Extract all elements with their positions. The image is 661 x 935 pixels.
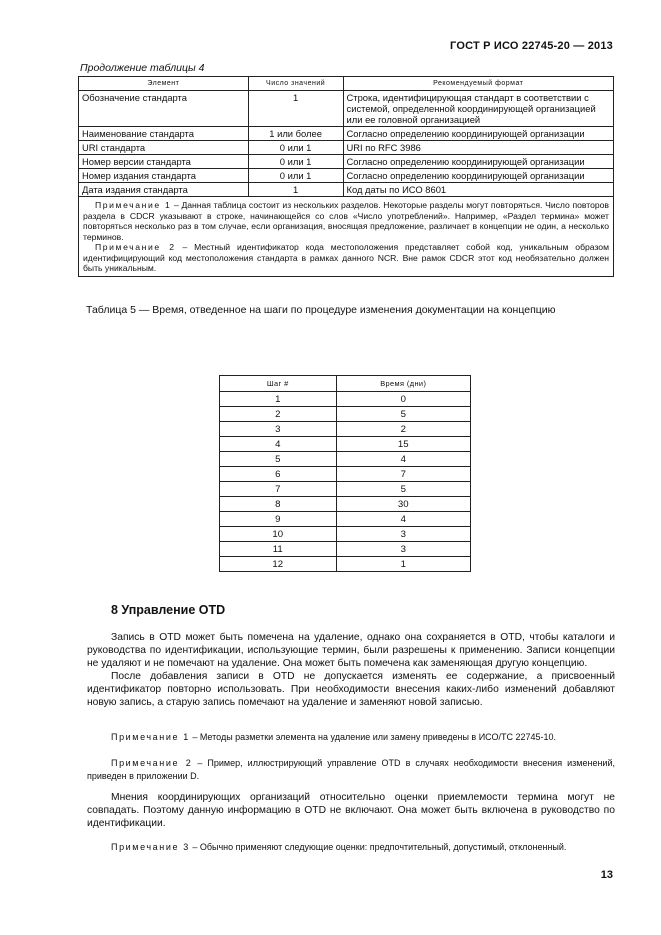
table4-cell-format: Согласно определению координирующей организации (343, 155, 613, 169)
table5-cell-step: 3 (220, 422, 337, 437)
table-row (220, 527, 471, 542)
section-note-1 (87, 731, 615, 744)
table5-cell-days: 5 (336, 482, 470, 497)
table-row (79, 183, 614, 197)
table5-header-days: Время (дни) (336, 376, 470, 392)
table4-cell-element: Обозначение стандарта (79, 91, 249, 127)
table5-cell-days: 7 (336, 467, 470, 482)
table5-cell-days: 3 (336, 527, 470, 542)
table5-cell-days: 5 (336, 407, 470, 422)
table5-cell-step: 6 (220, 467, 337, 482)
note-label: Примечание 1 (111, 732, 190, 742)
table4-continuation-title: Продолжение таблицы 4 (80, 62, 205, 74)
note-label: Примечание 2 (95, 242, 176, 252)
table5-cell-days: 2 (336, 422, 470, 437)
table4-cell-element: Номер версии стандарта (79, 155, 249, 169)
table5-cell-step: 4 (220, 437, 337, 452)
table5-cell-step: 7 (220, 482, 337, 497)
table4-cell-count: 1 или более (248, 127, 343, 141)
table-row (79, 169, 614, 183)
table-row (79, 127, 614, 141)
table5-cell-step: 8 (220, 497, 337, 512)
table-row (220, 437, 471, 452)
table5-cell-step: 10 (220, 527, 337, 542)
section-body-2 (87, 791, 615, 830)
table-row (220, 497, 471, 512)
table4-header-count: Число значений (248, 77, 343, 91)
note-label: Примечание 3 (111, 842, 190, 852)
note-label: Примечание 1 (95, 200, 172, 210)
section-heading: 8 Управление OTD (111, 603, 226, 617)
table-row (220, 452, 471, 467)
table-row (220, 512, 471, 527)
table-4 (78, 76, 614, 277)
table5-cell-days: 4 (336, 512, 470, 527)
paragraph: Запись в OTD может быть помечена на удаление, однако она сохраняется в OTD, чтобы каталоги и руководства по идентификации, использующие термин, были разрешены к применению. Записи концепции не удаляют и не помечают на удаление. Она может быть помечена как заменяющая другую концепцию. (87, 632, 615, 669)
table4-notes-cell (79, 197, 614, 277)
table4-header-row (79, 77, 614, 91)
note-text: – Пример, иллюстрирующий управление OTD в случаях необходимости внесения изменений, приведен в приложении D. (87, 758, 615, 781)
table4-cell-element: Номер издания стандарта (79, 169, 249, 183)
table5-caption: Таблица 5 — Время, отведенное на шаги по процедуре изменения документации на концепцию (86, 304, 556, 316)
table5-cell-days: 4 (336, 452, 470, 467)
table5-header-step: Шаг # (220, 376, 337, 392)
table-row (220, 542, 471, 557)
table5-cell-step: 2 (220, 407, 337, 422)
table4-notes-row (79, 197, 614, 277)
table4-header-format: Рекомендуемый формат (343, 77, 613, 91)
table5-cell-step: 1 (220, 392, 337, 407)
table-row (220, 557, 471, 572)
table4-cell-format: Код даты по ИСО 8601 (343, 183, 613, 197)
table4-note-2 (83, 242, 609, 274)
table5-cell-days: 30 (336, 497, 470, 512)
table-row (220, 407, 471, 422)
table5-cell-step: 11 (220, 542, 337, 557)
table4-cell-element: Наименование стандарта (79, 127, 249, 141)
note-text: – Обычно применяют следующие оценки: предпочтительный, допустимый, отклоненный. (189, 842, 567, 852)
table4-cell-format: Согласно определению координирующей организации (343, 169, 613, 183)
section-note-2 (87, 757, 615, 782)
table-row (79, 155, 614, 169)
table4-cell-count: 0 или 1 (248, 169, 343, 183)
table5-cell-step: 5 (220, 452, 337, 467)
table4-note-1 (83, 200, 609, 242)
table4-cell-count: 0 или 1 (248, 141, 343, 155)
table4-cell-format: Строка, идентифицирующая стандарт в соответствии с системой, определенной координирующей организацией или ее головной организацией (343, 91, 613, 127)
note-text: – Местный идентификатор кода местоположения представляет собой код, уникальным образом идентифицирующий код местоположения стандарта в рамках данного NCR. Вне рамок CDCR этот код необязательно должен быть уникальным. (83, 242, 609, 273)
section-body-1 (87, 631, 615, 709)
table-row (79, 91, 614, 127)
document-code: ГОСТ Р ИСО 22745-20 — 2013 (450, 40, 613, 52)
table-row (220, 392, 471, 407)
table5-cell-days: 15 (336, 437, 470, 452)
table-row (79, 141, 614, 155)
page-number: 13 (600, 869, 613, 881)
paragraph: Мнения координирующих организаций относительно оценки приемлемости термина могут не совпадать. Поэтому данную информацию в OTD не включают. Она может быть включена в руководство по идентификации. (87, 792, 615, 829)
table-5 (219, 375, 471, 572)
table5-header-row (220, 376, 471, 392)
table4-cell-element: Дата издания стандарта (79, 183, 249, 197)
table4-cell-count: 1 (248, 183, 343, 197)
table4-header-element: Элемент (79, 77, 249, 91)
table5-cell-days: 0 (336, 392, 470, 407)
table5-cell-step: 9 (220, 512, 337, 527)
table4-cell-count: 1 (248, 91, 343, 127)
table5-cell-days: 1 (336, 557, 470, 572)
table-row (220, 422, 471, 437)
table5-cell-step: 12 (220, 557, 337, 572)
section-note-3 (87, 841, 615, 854)
note-text: – Методы разметки элемента на удаление или замену приведены в ИСО/ТС 22745-10. (189, 732, 557, 742)
table5-cell-days: 3 (336, 542, 470, 557)
table4-cell-format: URI по RFC 3986 (343, 141, 613, 155)
table4-cell-element: URI стандарта (79, 141, 249, 155)
table-row (220, 482, 471, 497)
table4-cell-format: Согласно определению координирующей организации (343, 127, 613, 141)
note-text: – Данная таблица состоит из нескольких разделов. Некоторые разделы могут повторяться. Число повторов раздела в CDCR указывают в строке, начинающейся со слов «Число употреблений». Например, «Раздел термина» может повторяться несколько раз в том случае, если организация, вносящая предложение, различает в концепции не один, а несколько терминов. (83, 200, 609, 242)
note-label: Примечание 2 (111, 758, 193, 768)
table-row (220, 467, 471, 482)
paragraph: После добавления записи в OTD не допускается изменять ее содержание, а присвоенный идентификатор повторно использовать. При необходимости внесения каких-либо изменений добавляют новую запись, а старую запись помечают на удаление и заменяют новой записью. (87, 671, 615, 708)
table4-cell-count: 0 или 1 (248, 155, 343, 169)
